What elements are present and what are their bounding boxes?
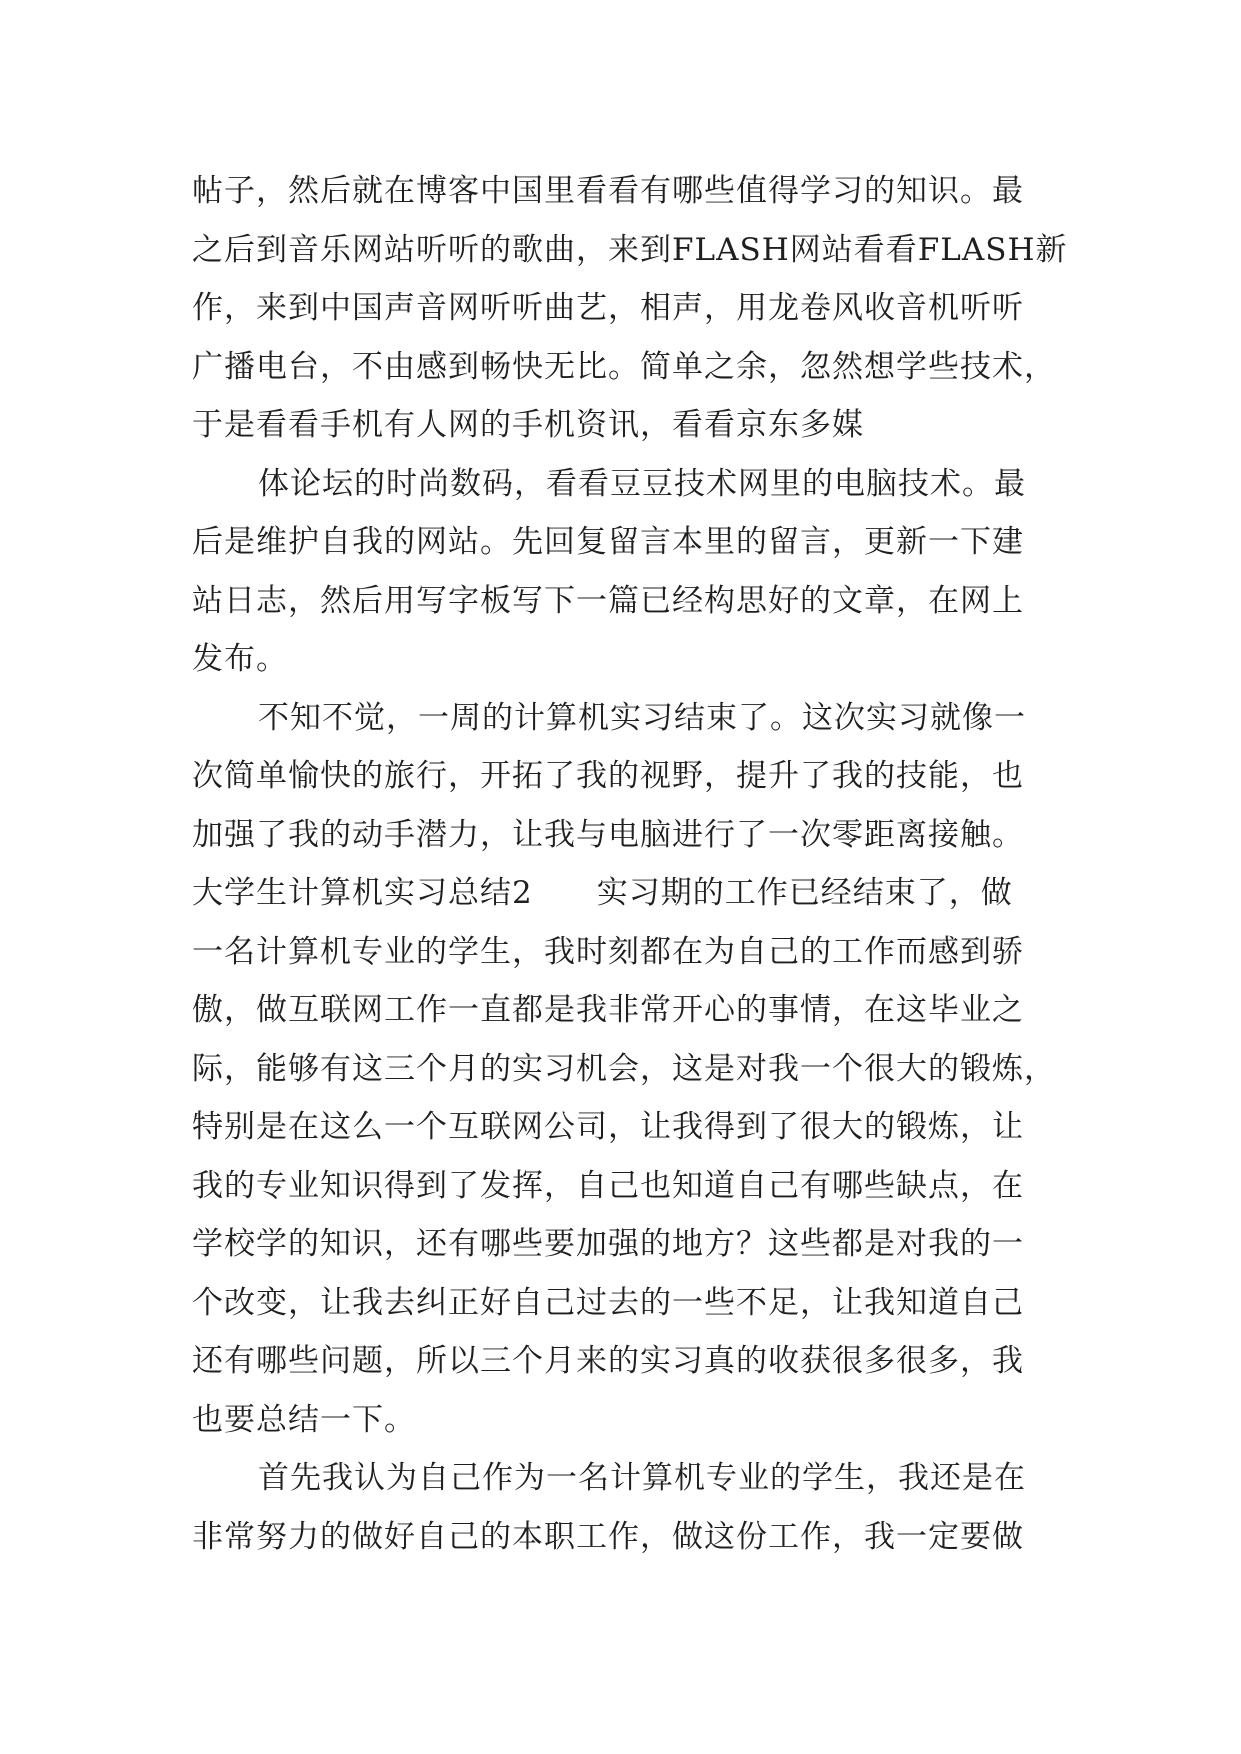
text-line-12: 加强了我的动手潜力，让我与电脑进行了一次零距离接触。 [192,816,1024,853]
text-line-5: 于是看看手机有人网的手机资讯，看看京东多媒 [192,407,864,443]
text-line-19: 学校学的知识，还有哪些要加强的地方？这些都是对我的一 [192,1226,1024,1262]
text-line-2: 之后到音乐网站听听的歌曲，来到FLASH网站看看FLASH新 [192,231,1068,268]
text-line-10: 不知不觉，一周的计算机实习结束了。这次实习就像一 [258,699,1026,736]
text-line-15: 傲，做互联网工作一直都是我非常开心的事情，在这毕业之 [192,992,1024,1028]
text-line-7: 后是维护自我的网站。先回复留言本里的留言，更新一下建 [192,524,1024,560]
text-line-18: 我的专业知识得到了发挥，自己也知道自己有哪些缺点，在 [192,1167,1024,1204]
text-line-23: 首先我认为自己作为一名计算机专业的学生，我还是在 [258,1460,1026,1496]
text-line-13: 大学生计算机实习总结2 实习期的工作已经结束了，做 [192,875,1013,911]
text-line-20: 个改变，让我去纠正好自己过去的一些不足，让我知道自己 [192,1284,1024,1321]
text-line-17: 特别是在这么一个互联网公司，让我得到了很大的锻炼，让 [192,1109,1024,1145]
text-line-1: 帖子，然后就在博客中国里看看有哪些值得学习的知识。最 [192,173,1024,209]
text-line-3: 作，来到中国声音网听听曲艺，相声，用龙卷风收音机听听 [192,290,1024,326]
body-text [192,162,1068,1566]
text-line-8: 站日志，然后用写字板写下一篇已经构思好的文章，在网上 [192,582,1024,619]
text-line-14: 一名计算机专业的学生，我时刻都在为自己的工作而感到骄 [192,933,1024,970]
text-line-9: 发布。 [192,641,288,677]
text-line-11: 次简单愉快的旅行，开拓了我的视野，提升了我的技能，也 [192,758,1024,794]
text-line-21: 还有哪些问题，所以三个月来的实习真的收获很多很多，我 [192,1343,1024,1379]
text-line-24: 非常努力的做好自己的本职工作，做这份工作，我一定要做 [192,1518,1024,1555]
text-line-6: 体论坛的时尚数码，看看豆豆技术网里的电脑技术。最 [258,465,1026,502]
text-line-4: 广播电台，不由感到畅快无比。简单之余，忽然想学些技术， [192,348,1056,385]
text-line-22: 也要总结一下。 [192,1401,416,1438]
text-line-16: 际，能够有这三个月的实习机会，这是对我一个很大的锻炼， [192,1050,1056,1087]
